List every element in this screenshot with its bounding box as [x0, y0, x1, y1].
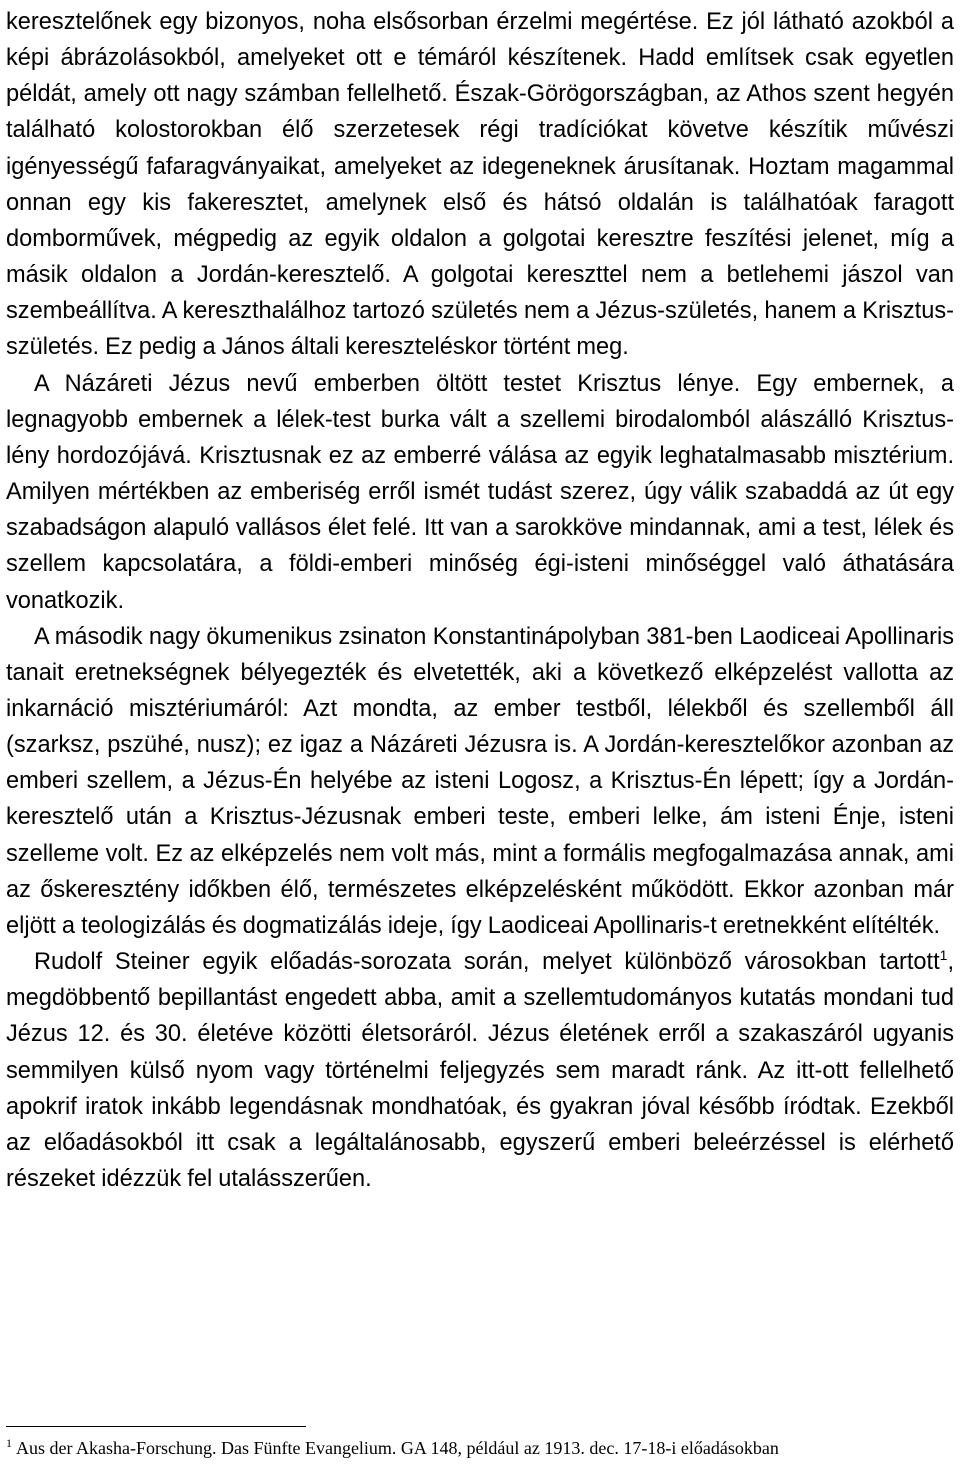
footnote-number: 1: [6, 1436, 12, 1450]
paragraph-4-text-before: Rudolf Steiner egyik előadás-sorozata során, melyet különböző városokban tartott: [34, 949, 940, 976]
footnote-separator: [6, 1426, 306, 1427]
footnote: [6, 1436, 954, 1460]
paragraph-4: [6, 944, 954, 1197]
paragraph-1: keresztelőnek egy bizonyos, noha elsősorban érzelmi megértése. Ez jól látható azokból a képi ábrázolásokból, amelyeket ott e témáról készítenek. Hadd említsek csak egyetlen példát, amely ott nagy számban fellelhető. Észak-Görögországban, az Athos szent hegyén található kolostorokban élő szerzetesek régi tradíciókat követve készítik művészi igényességű fafaragványaikat, amelyeket az idegeneknek árusítanak. Hoztam magammal onnan egy kis fakeresztet, amelynek első és hátsó oldalán is találhatóak faragott domborművek, mégpedig az egyik oldalon a golgotai keresztre feszítési jelenet, míg a másik oldalon a Jordán-keresztelő. A golgotai kereszttel nem a betlehemi jászol van szembeállítva. A kereszthalálhoz tartozó születés nem a Jézus-születés, hanem a Krisztus-születés. Ez pedig a János általi kereszteléskor történt meg.: [6, 9, 954, 361]
footnote-reference[interactable]: 1: [939, 947, 948, 964]
footnote-text: Aus der Akasha-Forschung. Das Fünfte Evangelium. GA 148, például az 1913. dec. 17-18-i előadásokban: [16, 1438, 779, 1458]
paragraph-3: A második nagy ökumenikus zsinaton Konstantinápolyban 381-ben Laodiceai Apollinaris tanait eretnekségnek bélyegezték és elvetették, aki a következő elképzelést vallotta az inkarnáció misztériumáról: Azt mondta, az ember testből, lélekből és szellemből áll (szarksz, pszühé, nusz); ez igaz a Názáreti Jézusra is. A Jordán-keresztelőkor azonban az emberi szellem, a Jézus-Én helyébe az isteni Logosz, a Krisztus-Én lépett; így a Jordán-keresztelő után a Krisztus-Jézusnak emberi teste, emberi lelke, ám isteni Énje, isteni szelleme volt. Ez az elképzelés nem volt más, mint a formális megfogalmazása annak, ami az őskeresztény időkben élő, természetes elképzelésként működött. Ekkor azonban már eljött a teologizálás és dogmatizálás ideje, így Laodiceai Apollinaris-t eretnekként elítélték.: [6, 623, 954, 939]
paragraph-2: A Názáreti Jézus nevű emberben öltött testet Krisztus lénye. Egy embernek, a legnagyobb embernek a lélek-test burka vált a szellemi birodalomból alászálló Krisztus-lény hordozójává. Krisztusnak ez az emberré válása az egyik leghatalmasabb misztérium. Amilyen mértékben az emberiség erről ismét tudást szerez, úgy válik szabaddá az út egy szabadságon alapuló vallásos élet felé. Itt van a sarokköve mindannak, ami a test, lélek és szellem kapcsolatára, a földi-emberi minőség égi-isteni minőséggel való áthatására vonatkozik.: [6, 370, 954, 614]
paragraph-4-text-after: , megdöbbentő bepillantást engedett abba, amit a szellemtudományos kutatás mondani tud Jézus 12. és 30. életéve közötti életsoráról. Jézus életének erről a szakaszáról ugyanis semmilyen külső nyom vagy történelmi feljegyzés sem maradt ránk. Az itt-ott fellelhető apokrif iratok inkább legendásnak mondhatóak, és gyakran jóval később íródtak. Ezekből az előadásokból itt csak a legáltalánosabb, egyszerű emberi beleérzéssel is elérhető részeket idézzük fel utalásszerűen.: [6, 949, 954, 1192]
document-page: [6, 4, 954, 1197]
